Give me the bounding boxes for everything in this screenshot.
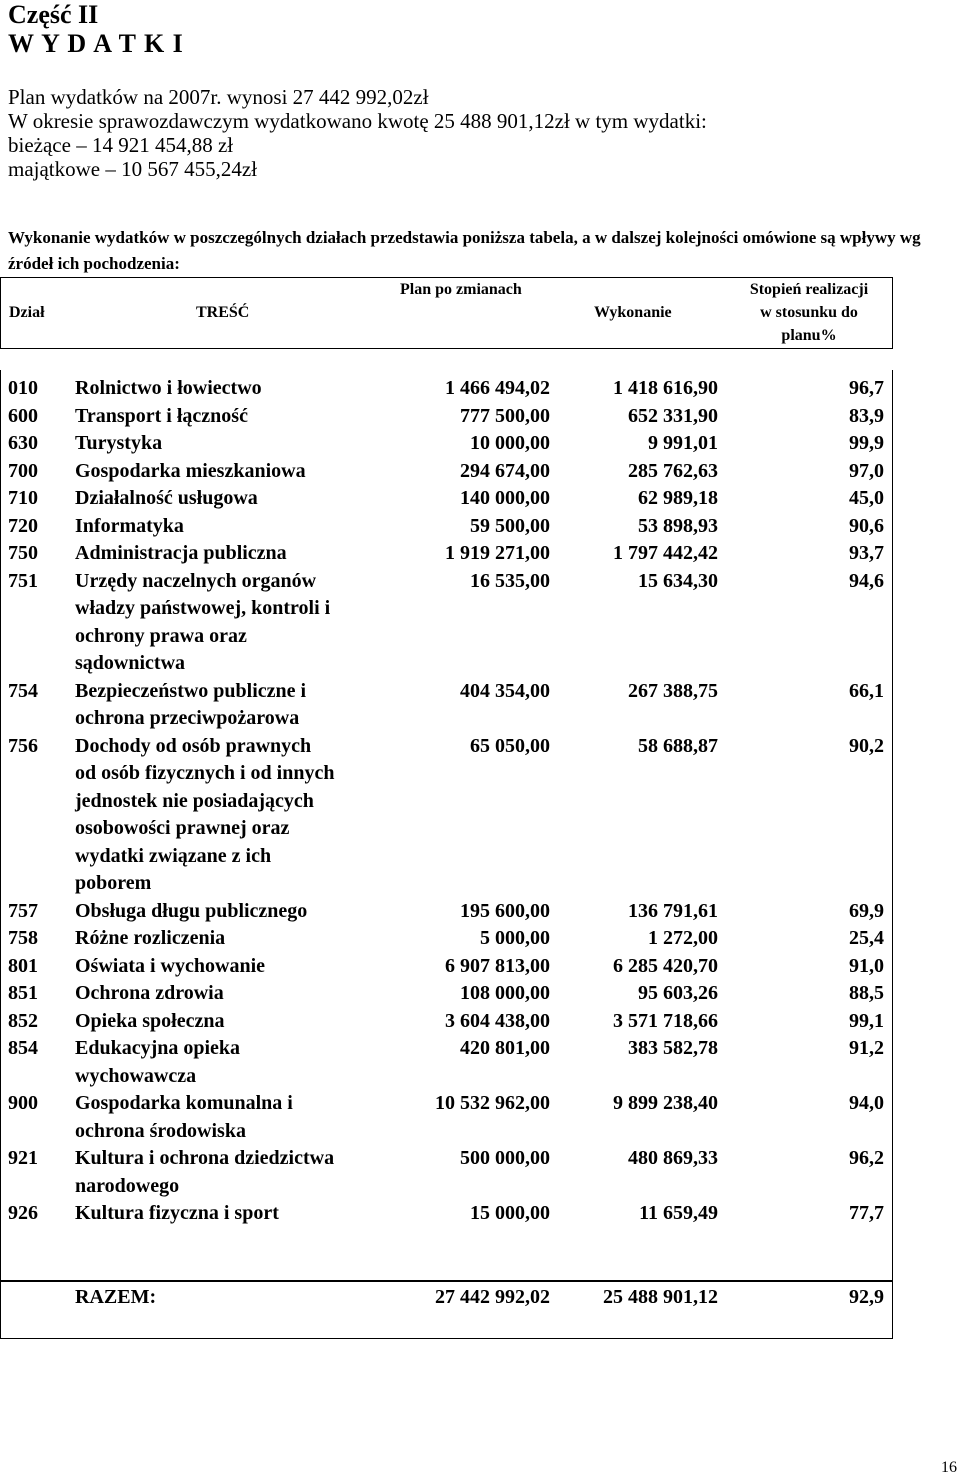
cell-plan: 5 000,00 <box>480 927 550 949</box>
table-row <box>0 953 893 981</box>
table-row <box>0 733 893 898</box>
cell-dzial: 801 <box>8 954 38 977</box>
cell-wykonanie: 1 272,00 <box>648 927 718 949</box>
cell-wykonanie: 652 331,90 <box>628 404 718 427</box>
cell-tresc-line: Kultura i ochrona dziedzictwa <box>75 1147 335 1169</box>
cell-dzial: 900 <box>8 1092 38 1114</box>
cell-tresc-line: narodowego <box>75 1174 180 1197</box>
table-row <box>0 925 893 953</box>
cell-dzial: 754 <box>8 679 38 702</box>
cell-tresc-line: ochrony prawa oraz <box>75 624 247 647</box>
cell-dzial: 010 <box>8 377 38 399</box>
cell-tresc-line: Kultura fizyczna i sport <box>75 1202 279 1224</box>
cell-wykonanie: 9 991,01 <box>648 432 718 454</box>
intro-spent-line: W okresie sprawozdawczym wydatkowano kwotę 25 488 901,12zł w tym wydatki: <box>8 109 707 133</box>
intro-current-line: bieżące – 14 921 454,88 zł <box>8 133 234 157</box>
cell-dzial: 926 <box>8 1202 38 1224</box>
cell-tresc-line: Rolnictwo i łowiectwo <box>75 377 262 399</box>
total-row <box>0 1283 893 1311</box>
header-stopien <box>728 278 890 347</box>
cell-plan: 108 000,00 <box>460 982 550 1004</box>
cell-tresc-line: Opieka społeczna <box>75 1009 225 1032</box>
cell-stopien: 25,4 <box>849 927 884 949</box>
cell-wykonanie: 1 418 616,90 <box>613 377 718 399</box>
cell-stopien: 93,7 <box>849 542 884 564</box>
table-row <box>0 678 893 733</box>
intro-capital-line: majątkowe – 10 567 455,24zł <box>8 157 258 181</box>
cell-wykonanie: 136 791,61 <box>628 899 718 922</box>
table-row <box>0 980 893 1008</box>
total-plan: 27 442 992,02 <box>435 1286 550 1308</box>
cell-stopien: 97,0 <box>849 459 884 482</box>
cell-tresc <box>68 953 368 981</box>
cell-plan: 140 000,00 <box>460 487 550 509</box>
cell-tresc-line: Edukacyjna opieka <box>75 1037 241 1059</box>
table-row <box>0 568 893 678</box>
cell-dzial: 854 <box>8 1037 38 1059</box>
cell-plan: 777 500,00 <box>460 404 550 427</box>
table-row <box>0 485 893 513</box>
cell-plan: 16 535,00 <box>470 569 550 592</box>
cell-tresc-line: wychowawcza <box>75 1064 197 1087</box>
table-row <box>0 1035 893 1090</box>
cell-tresc-line: poborem <box>75 872 152 894</box>
cell-plan: 500 000,00 <box>460 1147 550 1169</box>
header-dzial: Dział <box>9 304 45 321</box>
cell-stopien: 88,5 <box>849 982 884 1004</box>
cell-wykonanie: 383 582,78 <box>628 1037 718 1059</box>
cell-plan: 6 907 813,00 <box>445 954 550 977</box>
cell-wykonanie: 267 388,75 <box>628 679 718 702</box>
cell-wykonanie: 9 899 238,40 <box>613 1092 718 1114</box>
table-row <box>0 1090 893 1145</box>
cell-tresc <box>68 1200 368 1228</box>
cell-tresc <box>68 568 368 678</box>
lead-paragraph: Wykonanie wydatków w poszczególnych działach przedstawia poniższa tabela, a w dalszej kolejności omówione są wpływy wg źródeł ich pochodzenia: <box>8 228 921 273</box>
cell-wykonanie: 53 898,93 <box>638 514 718 537</box>
cell-tresc <box>68 925 368 953</box>
cell-tresc-line: Administracja publiczna <box>75 542 287 564</box>
cell-stopien: 90,2 <box>849 734 884 757</box>
cell-plan: 1 919 271,00 <box>445 542 550 564</box>
cell-tresc <box>68 898 368 926</box>
cell-wykonanie: 6 285 420,70 <box>613 954 718 977</box>
cell-tresc-line: Informatyka <box>75 514 184 537</box>
cell-tresc <box>68 1008 368 1036</box>
cell-stopien: 99,1 <box>849 1009 884 1032</box>
cell-plan: 10 000,00 <box>470 432 550 454</box>
cell-wykonanie: 480 869,33 <box>628 1147 718 1169</box>
cell-tresc-line: Bezpieczeństwo publiczne i <box>75 679 307 702</box>
cell-stopien: 91,0 <box>849 954 884 977</box>
cell-plan: 65 050,00 <box>470 734 550 757</box>
cell-tresc-line: Gospodarka komunalna i <box>75 1092 293 1114</box>
cell-dzial: 921 <box>8 1147 38 1169</box>
cell-dzial: 700 <box>8 459 38 482</box>
cell-tresc-line: Gospodarka mieszkaniowa <box>75 459 306 482</box>
cell-plan: 294 674,00 <box>460 459 550 482</box>
cell-tresc-line: władzy państwowej, kontroli i <box>75 597 331 619</box>
cell-tresc <box>68 513 368 541</box>
cell-stopien: 83,9 <box>849 404 884 427</box>
table-row <box>0 540 893 568</box>
total-spacer <box>0 1283 68 1311</box>
cell-tresc-line: jednostek nie posiadających <box>75 789 314 812</box>
cell-stopien: 99,9 <box>849 432 884 454</box>
header-stopien-line3: planu% <box>781 327 837 344</box>
header-stopien-line2: w stosunku do <box>760 304 858 321</box>
cell-stopien: 90,6 <box>849 514 884 537</box>
cell-tresc <box>68 980 368 1008</box>
cell-wykonanie: 62 989,18 <box>638 487 718 509</box>
cell-tresc-line: Dochody od osób prawnych <box>75 734 312 757</box>
cell-tresc <box>68 485 368 513</box>
cell-dzial: 710 <box>8 487 38 509</box>
header-stopien-line1: Stopień realizacji <box>749 281 869 298</box>
cell-tresc-line: ochrona środowiska <box>75 1119 246 1142</box>
cell-tresc <box>68 430 368 458</box>
cell-tresc <box>68 540 368 568</box>
cell-tresc-line: Oświata i wychowanie <box>75 954 265 977</box>
total-label: RAZEM: <box>75 1286 157 1308</box>
cell-dzial: 630 <box>8 432 38 454</box>
table-row <box>0 430 893 458</box>
cell-dzial: 756 <box>8 734 38 757</box>
cell-wykonanie: 1 797 442,42 <box>613 542 718 564</box>
cell-dzial: 720 <box>8 514 38 537</box>
cell-tresc-line: Ochrona zdrowia <box>75 982 224 1004</box>
header-plan: Plan po zmianach <box>400 281 522 298</box>
cell-wykonanie: 285 762,63 <box>628 459 718 482</box>
cell-stopien: 69,9 <box>849 899 884 922</box>
cell-dzial: 851 <box>8 982 38 1004</box>
table-row <box>0 375 893 403</box>
cell-stopien: 96,2 <box>849 1147 884 1169</box>
cell-stopien: 94,6 <box>849 569 884 592</box>
table-row <box>0 458 893 486</box>
cell-tresc <box>68 1035 368 1090</box>
cell-dzial: 750 <box>8 542 38 564</box>
cell-tresc-line: od osób fizycznych i od innych <box>75 762 335 784</box>
cell-plan: 420 801,00 <box>460 1037 550 1059</box>
cell-tresc <box>68 458 368 486</box>
cell-plan: 3 604 438,00 <box>445 1009 550 1032</box>
cell-stopien: 96,7 <box>849 377 884 399</box>
cell-dzial: 758 <box>8 927 38 949</box>
cell-plan: 404 354,00 <box>460 679 550 702</box>
cell-tresc-line: osobowości prawnej oraz <box>75 817 290 839</box>
cell-tresc <box>68 1090 368 1145</box>
cell-tresc-line: Działalność usługowa <box>75 487 258 509</box>
cell-tresc <box>68 733 368 898</box>
cell-dzial: 757 <box>8 899 38 922</box>
cell-tresc <box>68 403 368 431</box>
cell-tresc <box>68 375 368 403</box>
cell-stopien: 45,0 <box>849 487 884 509</box>
cell-stopien: 91,2 <box>849 1037 884 1059</box>
cell-wykonanie: 95 603,26 <box>638 982 718 1004</box>
table-row <box>0 1008 893 1036</box>
cell-stopien: 66,1 <box>849 679 884 702</box>
cell-dzial: 751 <box>8 569 38 592</box>
table-row <box>0 513 893 541</box>
part-title: Część II <box>8 0 99 29</box>
cell-tresc-line: Turystyka <box>75 432 163 454</box>
cell-tresc-line: wydatki związane z ich <box>75 844 272 867</box>
header-tresc: TREŚĆ <box>196 304 250 321</box>
cell-plan: 15 000,00 <box>470 1202 550 1224</box>
cell-tresc-line: Różne rozliczenia <box>75 927 226 949</box>
cell-tresc-line: ochrona przeciwpożarowa <box>75 707 300 729</box>
cell-tresc <box>68 1145 368 1200</box>
table-rows <box>0 375 893 1228</box>
cell-dzial: 852 <box>8 1009 38 1032</box>
cell-wykonanie: 11 659,49 <box>639 1202 718 1224</box>
page-number: 16 <box>941 1459 957 1476</box>
cell-wykonanie: 15 634,30 <box>638 569 718 592</box>
table-row <box>0 1145 893 1200</box>
total-wykonanie: 25 488 901,12 <box>603 1286 718 1308</box>
cell-plan: 1 466 494,02 <box>445 377 550 399</box>
cell-plan: 10 532 962,00 <box>435 1092 550 1114</box>
header-wykonanie: Wykonanie <box>594 304 672 321</box>
cell-tresc-line: Transport i łączność <box>75 404 248 427</box>
cell-plan: 59 500,00 <box>470 514 550 537</box>
intro-block <box>8 85 707 181</box>
total-stopien: 92,9 <box>849 1286 884 1308</box>
cell-plan: 195 600,00 <box>460 899 550 922</box>
cell-dzial: 600 <box>8 404 38 427</box>
cell-tresc-line: Urzędy naczelnych organów <box>75 569 317 592</box>
section-title: W Y D A T K I <box>8 29 184 58</box>
cell-tresc-line: sądownictwa <box>75 652 186 674</box>
table-row <box>0 403 893 431</box>
intro-plan-line: Plan wydatków na 2007r. wynosi 27 442 992,02zł <box>8 85 429 109</box>
cell-tresc <box>68 678 368 733</box>
cell-wykonanie: 58 688,87 <box>638 734 718 757</box>
table-row <box>0 1200 893 1228</box>
cell-stopien: 94,0 <box>849 1092 884 1114</box>
cell-stopien: 77,7 <box>849 1202 884 1224</box>
cell-wykonanie: 3 571 718,66 <box>613 1009 718 1032</box>
table-row <box>0 898 893 926</box>
cell-tresc-line: Obsługa długu publicznego <box>75 899 308 922</box>
